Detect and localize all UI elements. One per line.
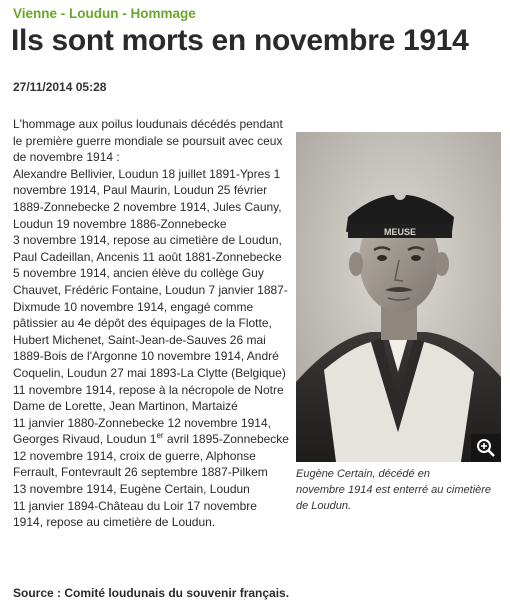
caption-line: Eugène Certain, décédé en bbox=[296, 468, 430, 480]
body-line: 1914, repose au cimetière de Loudun. bbox=[13, 515, 216, 530]
body-line: de novembre 1914 : bbox=[13, 150, 120, 165]
body-line: 5 novembre 1914, ancien élève du collège Guy bbox=[13, 266, 264, 281]
body-line: 13 novembre 1914, Eugène Certain, Loudun bbox=[13, 482, 250, 497]
body-line: Alexandre Bellivier, Loudun 18 juillet 1891-Ypres 1 bbox=[13, 166, 281, 181]
body-line: 12 novembre 1914, croix de guerre, Alphonse bbox=[13, 448, 256, 463]
rivaud-text-end: avril 1895-Zonnebecke bbox=[163, 432, 289, 447]
body-line: Loudun 19 novembre 1886-Zonnebecke bbox=[13, 216, 227, 231]
zoom-button[interactable] bbox=[471, 434, 501, 462]
body-line: Dixmude 10 novembre 1914, engagé comme bbox=[13, 299, 254, 314]
magnifier-plus-icon bbox=[476, 438, 496, 458]
body-line: 1889-Bois de l'Argonne 10 novembre 1914, André bbox=[13, 349, 279, 364]
article-body bbox=[13, 116, 291, 531]
cap-band-text: MEUSE bbox=[383, 227, 417, 237]
body-line: 3 novembre 1914, repose au cimetière de Loudun, bbox=[13, 233, 282, 248]
body-line: 1889-Zonnebecke 2 novembre 1914, Jules Cauny, bbox=[13, 199, 282, 214]
body-line: 11 novembre 1914, repose à la nécropole de Notre bbox=[13, 382, 284, 397]
body-line: Ferrault, Fontevrault 26 septembre 1887-Pilkem bbox=[13, 465, 268, 480]
caption-line: de Loudun. bbox=[296, 500, 352, 512]
body-line: 11 janvier 1880-Zonnebecke 12 novembre 1914, bbox=[13, 415, 271, 430]
body-line: Paul Cadeillan, Ancenis 11 août 1881-Zonnebecke bbox=[13, 249, 282, 264]
body-line: Hubert Michenet, Saint-Jean-de-Sauves 26 mai bbox=[13, 332, 266, 347]
publish-date: 27/11/2014 05:28 bbox=[13, 80, 107, 94]
body-line: L'hommage aux poilus loudunais décédés pendant bbox=[13, 117, 283, 131]
body-line: Coquelin, Loudun 27 mai 1893-La Clytte (Belgique) bbox=[13, 365, 286, 380]
body-line: Chauvet, Frédéric Fontaine, Loudun 7 janvier 1887- bbox=[13, 282, 288, 297]
page-title: Ils sont morts en novembre 1914 bbox=[11, 24, 469, 57]
caption-line: novembre 1914 est enterré au cimetière bbox=[296, 484, 492, 496]
body-line: Dame de Lorette, Jean Martinon, Martaizé bbox=[13, 399, 238, 414]
body-line: 11 janvier 1894-Château du Loir 17 novembre bbox=[13, 498, 257, 513]
body-line: novembre 1914, Paul Maurin, Loudun 25 février bbox=[13, 183, 268, 198]
sailor-portrait-photo[interactable] bbox=[296, 132, 501, 462]
body-line bbox=[13, 431, 291, 448]
body-line: pâtissier au 4e dépôt des équipages de la Flotte, bbox=[13, 316, 272, 331]
article-source: Source : Comité loudunais du souvenir français. bbox=[13, 586, 290, 600]
rivaud-text: Georges Rivaud, Loudun 1 bbox=[13, 432, 157, 447]
breadcrumb[interactable]: Vienne - Loudun - Hommage bbox=[13, 6, 196, 21]
ordinal-superscript: er bbox=[156, 431, 164, 441]
photo-caption bbox=[296, 466, 506, 514]
portrait-illustration bbox=[296, 132, 501, 462]
body-line: le première guerre mondiale se poursuit avec ceux bbox=[13, 133, 283, 148]
